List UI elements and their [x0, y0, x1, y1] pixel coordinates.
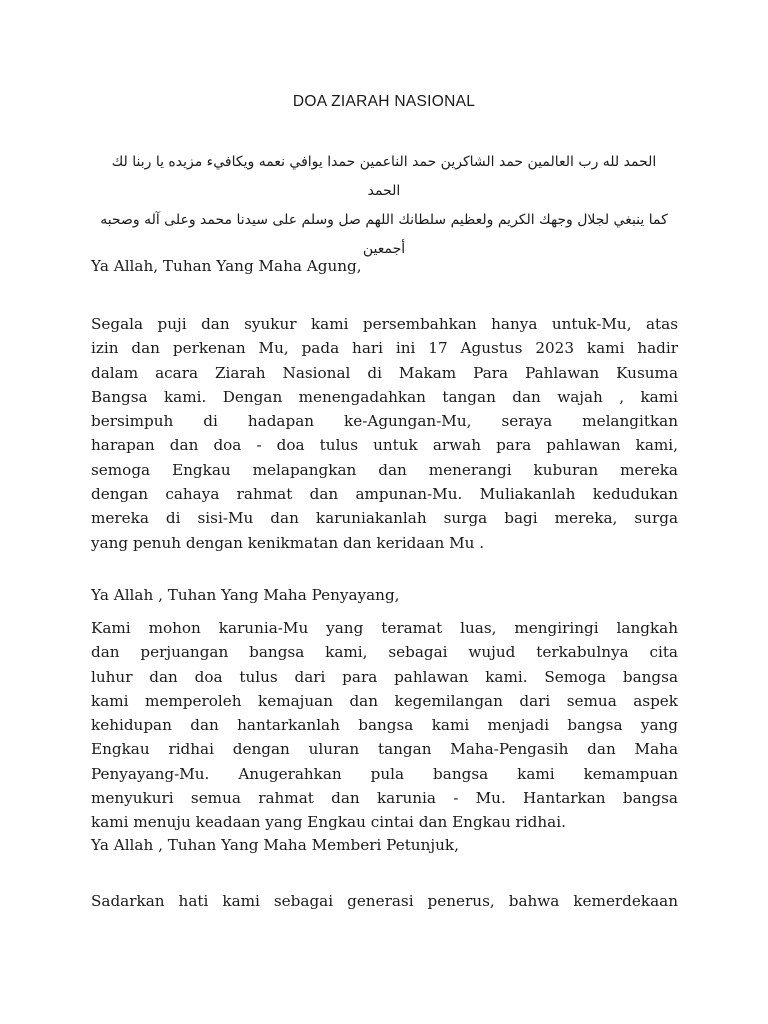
- paragraph-line: kami memperoleh kemajuan dan kegemilangan dari semua aspek: [91, 691, 678, 710]
- paragraph-line: yang penuh dengan kenikmatan dan keridaan Mu .: [91, 533, 485, 552]
- paragraph-line: kami menuju keadaan yang Engkau cintai dan Engkau ridhai.: [91, 813, 566, 832]
- paragraph-line: izin dan perkenan Mu, pada hari ini 17 Agustus 2023 kami hadir: [91, 339, 678, 358]
- paragraph-line: dalam acara Ziarah Nasional di Makam Para Pahlawan Kusuma: [91, 363, 678, 382]
- paragraph-line: luhur dan doa tulus dari para pahlawan kami. Semoga bangsa: [91, 667, 678, 686]
- salutation-maha-penyayang: Ya Allah , Tuhan Yang Maha Penyayang,: [91, 586, 400, 604]
- paragraph-praise: [91, 312, 678, 555]
- paragraph-line: harapan dan doa - doa tulus untuk arwah para pahlawan kami,: [91, 436, 678, 455]
- salutation-maha-memberi-petunjuk: Ya Allah , Tuhan Yang Maha Memberi Petunjuk,: [91, 836, 459, 854]
- arabic-line: أجمعين: [362, 241, 406, 257]
- paragraph-line: dan perjuangan bangsa kami, sebagai wujud terkabulnya cita: [91, 643, 678, 662]
- paragraph-line: Engkau ridhai dengan uluran tangan Maha-Pengasih dan Maha: [91, 740, 678, 759]
- arabic-opening-prayer: [96, 148, 672, 264]
- paragraph-line: kehidupan dan hantarkanlah bangsa kami menjadi bangsa yang: [91, 716, 678, 735]
- paragraph-line: Bangsa kami. Dengan menengadahkan tangan dan wajah , kami: [91, 387, 678, 406]
- arabic-line: كما ينبغي لجلال وجهك الكريم ولعظيم سلطانك اللهم صل وسلم على سيدنا محمد وعلى آله وصحبه: [100, 212, 668, 228]
- document-title: DOA ZIARAH NASIONAL: [292, 93, 476, 110]
- paragraph-nation: [91, 616, 678, 835]
- paragraph-line: semoga Engkau melapangkan dan menerangi kuburan mereka: [91, 460, 678, 479]
- paragraph-line: Kami mohon karunia-Mu yang teramat luas, mengiringi langkah: [91, 619, 678, 637]
- arabic-line: الحمد لله رب العالمين حمد الشاكرين حمد الناعمين حمدا يوافي نعمه ويكافيء مزيده يا ربنا لك الحمد: [111, 154, 657, 199]
- paragraph-line: Penyayang-Mu. Anugerahkan pula bangsa kami kemampuan: [91, 764, 678, 783]
- paragraph-line: Segala puji dan syukur kami persembahkan hanya untuk-Mu, atas: [91, 315, 678, 333]
- paragraph-line: Sadarkan hati kami sebagai generasi penerus, bahwa kemerdekaan: [91, 892, 678, 910]
- paragraph-awareness: [91, 889, 678, 913]
- paragraph-line: bersimpuh di hadapan ke-Agungan-Mu, seraya melangitkan: [91, 412, 678, 431]
- salutation-maha-agung: Ya Allah, Tuhan Yang Maha Agung,: [91, 257, 362, 275]
- paragraph-line: menyukuri semua rahmat dan karunia - Mu. Hantarkan bangsa: [91, 789, 678, 808]
- paragraph-line: mereka di sisi-Mu dan karuniakanlah surga bagi mereka, surga: [91, 509, 678, 528]
- paragraph-line: dengan cahaya rahmat dan ampunan-Mu. Muliakanlah kedudukan: [91, 485, 678, 504]
